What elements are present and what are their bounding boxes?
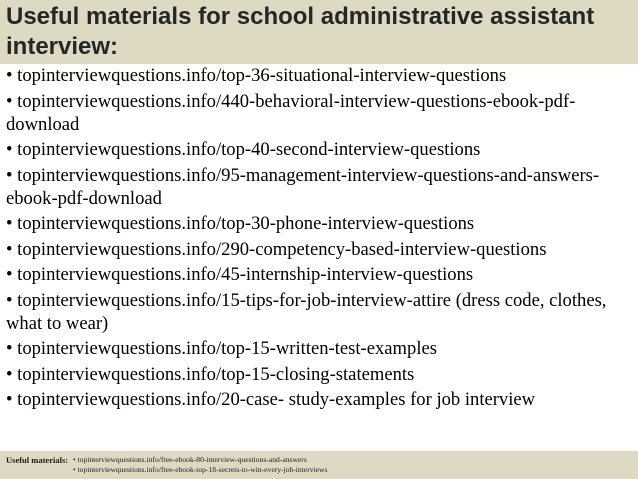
list-item: • topinterviewquestions.info/440-behavioral-interview-questions-ebook-pdf-download: [6, 90, 576, 135]
list-item: • topinterviewquestions.info/top-40-second-interview-questions: [6, 139, 481, 160]
footer-list-item: • topinterviewquestions.info/free-ebook-top-18-secrets-to-win-every-job-interviews: [73, 464, 328, 474]
list-item: • topinterviewquestions.info/top-15-written-test-examples: [6, 338, 437, 359]
title-band: [0, 0, 638, 64]
list-item: • topinterviewquestions.info/45-internship-interview-questions: [6, 264, 474, 285]
materials-list: [6, 64, 632, 414]
footer-band: [0, 451, 638, 479]
list-item: • topinterviewquestions.info/top-15-closing-statements: [6, 363, 415, 385]
footer-list-item: • topinterviewquestions.info/free-ebook-80-interview-questions-and-answers: [73, 455, 307, 464]
list-item: • topinterviewquestions.info/20-case- study-examples for job interview: [6, 389, 536, 410]
footer-label: Useful materials:: [6, 455, 69, 465]
list-item: • topinterviewquestions.info/290-competency-based-interview-questions: [6, 238, 547, 260]
list-item: • topinterviewquestions.info/top-30-phone-interview-questions: [6, 213, 475, 234]
slide-title: Useful materials for school administrative assistant interview:: [6, 3, 595, 60]
list-item: • topinterviewquestions.info/top-36-situational-interview-questions: [6, 65, 507, 86]
footer-list: [73, 455, 327, 474]
list-item: • topinterviewquestions.info/95-management-interview-questions-and-answers-ebook-pdf-download: [6, 164, 600, 209]
list-item: • topinterviewquestions.info/15-tips-for-job-interview-attire (dress code, clothes, what to wear): [6, 289, 607, 334]
